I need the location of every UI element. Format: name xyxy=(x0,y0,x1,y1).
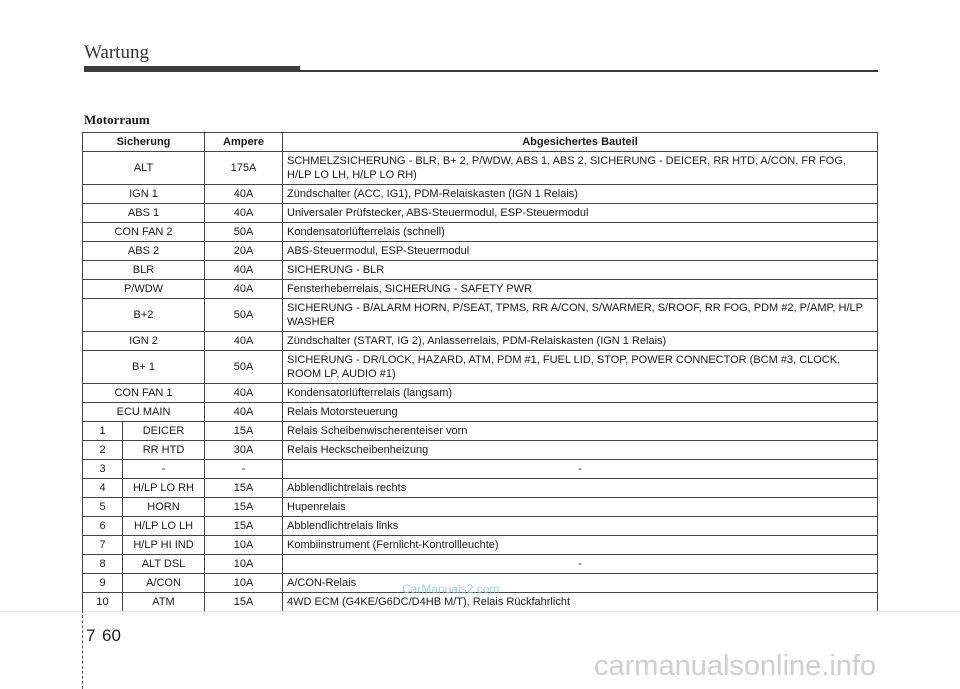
ampere-cell: 15A xyxy=(205,479,283,498)
component-cell: Relais Motorsteuerung xyxy=(283,403,878,422)
ampere-cell: 40A xyxy=(205,204,283,223)
component-cell: 4WD ECM (G4KE/G6DC/D4HB M/T), Relais Rückfahrlicht xyxy=(283,593,878,612)
table-row xyxy=(83,403,878,422)
fuse-name-cell: RR HTD xyxy=(123,441,205,460)
table-row xyxy=(83,498,878,517)
table-row xyxy=(83,460,878,479)
component-cell: A/CON-Relais xyxy=(283,574,878,593)
fuse-number-cell: 3 xyxy=(83,460,123,479)
ampere-cell: - xyxy=(205,460,283,479)
fuse-number-cell: 4 xyxy=(83,479,123,498)
component-cell: Hupenrelais xyxy=(283,498,878,517)
component-cell: Abblendlichtrelais rechts xyxy=(283,479,878,498)
page-number xyxy=(86,626,121,646)
page-number-value: 60 xyxy=(102,626,121,645)
fuse-name-cell: ABS 2 xyxy=(83,242,205,261)
fuse-name-cell: B+2 xyxy=(83,299,205,332)
ampere-cell: 50A xyxy=(205,299,283,332)
fuse-name-cell: BLR xyxy=(83,261,205,280)
footer-rule xyxy=(0,611,960,612)
fuse-number-cell: 7 xyxy=(83,536,123,555)
fuse-name-cell: DEICER xyxy=(123,422,205,441)
component-cell: Kombiinstrument (Fernlicht-Kontrollleuchte) xyxy=(283,536,878,555)
page-header-title: Wartung xyxy=(84,42,149,63)
table-row xyxy=(83,204,878,223)
table-row xyxy=(83,280,878,299)
col-header-component: Abgesichertes Bauteil xyxy=(283,133,878,152)
fuse-name-cell: ALT xyxy=(83,152,205,185)
fuse-name-cell: ABS 1 xyxy=(83,204,205,223)
component-cell: Relais Scheibenwischerenteiser vorn xyxy=(283,422,878,441)
table-row xyxy=(83,261,878,280)
component-cell: Zündschalter (START, IG 2), Anlasserrelais, PDM-Relaiskasten (IGN 1 Relais) xyxy=(283,332,878,351)
ampere-cell: 40A xyxy=(205,280,283,299)
watermark: CarManuals2.com xyxy=(402,582,500,596)
component-cell: Universaler Prüfstecker, ABS-Steuermodul, ESP-Steuermodul xyxy=(283,204,878,223)
section-title: Motorraum xyxy=(84,112,150,127)
fuse-name-cell: HORN xyxy=(123,498,205,517)
ampere-cell: 50A xyxy=(205,351,283,384)
table-row xyxy=(83,422,878,441)
chapter-number: 7 xyxy=(86,626,96,645)
ampere-cell: 15A xyxy=(205,517,283,536)
table-row xyxy=(83,242,878,261)
col-header-fuse: Sicherung xyxy=(83,133,205,152)
ampere-cell: 10A xyxy=(205,574,283,593)
component-cell: Fensterheberrelais, SICHERUNG - SAFETY PWR xyxy=(283,280,878,299)
component-cell: SCHMELZSICHERUNG - BLR, B+ 2, P/WDW, ABS 1, ABS 2, SICHERUNG - DEICER, RR HTD, A/CON, FR FOG, H/LP LO LH, H/LP LO RH) xyxy=(283,152,878,185)
ampere-cell: 40A xyxy=(205,403,283,422)
table-row xyxy=(83,479,878,498)
table-row xyxy=(83,223,878,242)
footer-site-logo: carmanualsonline.info xyxy=(594,650,877,682)
ampere-cell: 40A xyxy=(205,185,283,204)
table-row xyxy=(83,185,878,204)
fuse-name-cell: H/LP LO LH xyxy=(123,517,205,536)
col-header-ampere: Ampere xyxy=(205,133,283,152)
table-row xyxy=(83,536,878,555)
fuse-number-cell: 5 xyxy=(83,498,123,517)
ampere-cell: 175A xyxy=(205,152,283,185)
fuse-name-cell: ALT DSL xyxy=(123,555,205,574)
fuse-table xyxy=(82,132,878,612)
component-cell: - xyxy=(283,555,878,574)
component-cell: Zündschalter (ACC, IG1), PDM-Relaiskasten (IGN 1 Relais) xyxy=(283,185,878,204)
component-cell: Kondensatorlüfterrelais (schnell) xyxy=(283,223,878,242)
ampere-cell: 15A xyxy=(205,422,283,441)
component-cell: Kondensatorlüfterrelais (langsam) xyxy=(283,384,878,403)
table-row xyxy=(83,332,878,351)
fuse-number-cell: 1 xyxy=(83,422,123,441)
header-rule xyxy=(300,70,878,72)
fuse-name-cell: A/CON xyxy=(123,574,205,593)
ampere-cell: 15A xyxy=(205,498,283,517)
table-row xyxy=(83,384,878,403)
fuse-name-cell: B+ 1 xyxy=(83,351,205,384)
fuse-name-cell: H/LP HI IND xyxy=(123,536,205,555)
header-bar xyxy=(84,66,300,72)
fuse-name-cell: ATM xyxy=(123,593,205,612)
fuse-name-cell: IGN 1 xyxy=(83,185,205,204)
component-cell: Abblendlichtrelais links xyxy=(283,517,878,536)
ampere-cell: 40A xyxy=(205,261,283,280)
table-row xyxy=(83,152,878,185)
ampere-cell: 20A xyxy=(205,242,283,261)
table-header-row xyxy=(83,133,878,152)
fuse-name-cell: CON FAN 2 xyxy=(83,223,205,242)
fuse-number-cell: 9 xyxy=(83,574,123,593)
ampere-cell: 15A xyxy=(205,593,283,612)
ampere-cell: 50A xyxy=(205,223,283,242)
component-cell: SICHERUNG - B/ALARM HORN, P/SEAT, TPMS, RR A/CON, S/WARMER, S/ROOF, RR FOG, PDM #2, P/AMP, H/LP WASHER xyxy=(283,299,878,332)
fuse-name-cell: CON FAN 1 xyxy=(83,384,205,403)
fuse-number-cell: 2 xyxy=(83,441,123,460)
ampere-cell: 10A xyxy=(205,536,283,555)
fuse-table-body xyxy=(83,152,878,612)
component-cell: SICHERUNG - DR/LOCK, HAZARD, ATM, PDM #1, FUEL LID, STOP, POWER CONNECTOR (BCM #3, CLOCK, ROOM LP, AUDIO #1) xyxy=(283,351,878,384)
fuse-number-cell: 8 xyxy=(83,555,123,574)
table-row xyxy=(83,555,878,574)
component-cell: SICHERUNG - BLR xyxy=(283,261,878,280)
component-cell: ABS-Steuermodul, ESP-Steuermodul xyxy=(283,242,878,261)
table-row xyxy=(83,351,878,384)
fuse-name-cell: P/WDW xyxy=(83,280,205,299)
footer-divider xyxy=(82,610,83,689)
fuse-number-cell: 6 xyxy=(83,517,123,536)
component-cell: - xyxy=(283,460,878,479)
component-cell: Relais Heckscheibenheizung xyxy=(283,441,878,460)
ampere-cell: 10A xyxy=(205,555,283,574)
fuse-name-cell: IGN 2 xyxy=(83,332,205,351)
fuse-number-cell: 10 xyxy=(83,593,123,612)
ampere-cell: 40A xyxy=(205,384,283,403)
fuse-name-cell: H/LP LO RH xyxy=(123,479,205,498)
table-row xyxy=(83,441,878,460)
fuse-name-cell: ECU MAIN xyxy=(83,403,205,422)
ampere-cell: 40A xyxy=(205,332,283,351)
ampere-cell: 30A xyxy=(205,441,283,460)
fuse-name-cell: - xyxy=(123,460,205,479)
table-row xyxy=(83,299,878,332)
table-row xyxy=(83,517,878,536)
